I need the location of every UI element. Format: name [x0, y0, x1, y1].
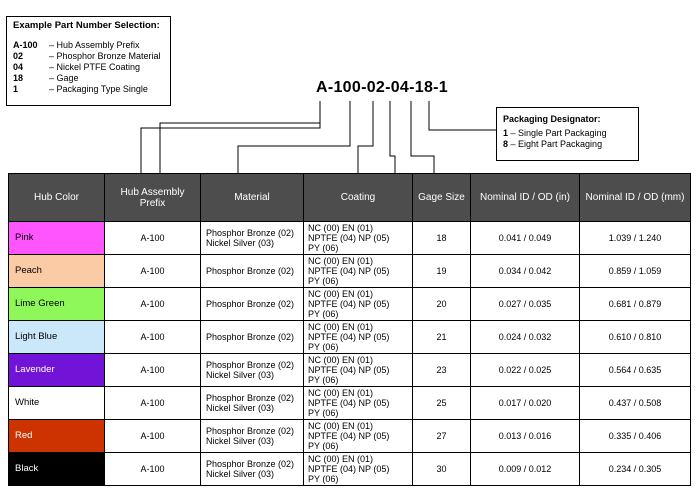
id-od-mm-cell: 0.437 / 0.508	[580, 387, 691, 420]
coating-cell: NC (00) EN (01) NPTFE (04) NP (05) PY (06)	[304, 255, 413, 288]
prefix-cell: A-100	[105, 255, 201, 288]
hub-color-cell: Lavender	[9, 354, 105, 387]
id-od-mm-cell: 0.681 / 0.879	[580, 288, 691, 321]
hub-color-cell: White	[9, 387, 105, 420]
id-od-in-cell: 0.027 / 0.035	[471, 288, 580, 321]
hub-table	[8, 173, 691, 486]
example-row: 04 – Nickel PTFE Coating	[13, 62, 141, 72]
coating-cell: NC (00) EN (01) NPTFE (04) NP (05) PY (06)	[304, 354, 413, 387]
hub-color-cell: Light Blue	[9, 321, 105, 354]
id-od-mm-cell: 0.859 / 1.059	[580, 255, 691, 288]
id-od-in-cell: 0.041 / 0.049	[471, 222, 580, 255]
example-title: Example Part Number Selection:	[13, 20, 160, 31]
material-cell: Phosphor Bronze (02) Nickel Silver (03)	[201, 453, 304, 486]
packaging-title: Packaging Designator:	[503, 114, 601, 124]
prefix-cell: A-100	[105, 222, 201, 255]
material-cell: Phosphor Bronze (02) Nickel Silver (03)	[201, 222, 304, 255]
id-od-mm-cell: 0.335 / 0.406	[580, 420, 691, 453]
example-row: 18 – Gage	[13, 73, 79, 83]
table-row	[9, 255, 691, 288]
id-od-in-cell: 0.009 / 0.012	[471, 453, 580, 486]
id-od-in-cell: 0.013 / 0.016	[471, 420, 580, 453]
column-header: Gage Size	[413, 174, 471, 222]
id-od-in-cell: 0.034 / 0.042	[471, 255, 580, 288]
prefix-cell: A-100	[105, 288, 201, 321]
coating-cell: NC (00) EN (01) NPTFE (04) NP (05) PY (06)	[304, 222, 413, 255]
coating-cell: NC (00) EN (01) NPTFE (04) NP (05) PY (06)	[304, 420, 413, 453]
hub-color-cell: Red	[9, 420, 105, 453]
example-row: 1 – Packaging Type Single	[13, 84, 148, 94]
part-number: A-100-02-04-18-1	[316, 79, 448, 96]
hub-color-cell: Lime Green	[9, 288, 105, 321]
table-row	[9, 420, 691, 453]
material-cell: Phosphor Bronze (02) Nickel Silver (03)	[201, 420, 304, 453]
material-cell: Phosphor Bronze (02) Nickel Silver (03)	[201, 354, 304, 387]
material-cell: Phosphor Bronze (02)	[201, 321, 304, 354]
column-header: Hub Assembly Prefix	[105, 174, 201, 222]
table-body	[9, 222, 691, 486]
gage-cell: 21	[413, 321, 471, 354]
coating-cell: NC (00) EN (01) NPTFE (04) NP (05) PY (06)	[304, 453, 413, 486]
hub-color-cell: Peach	[9, 255, 105, 288]
example-row: A-100 – Hub Assembly Prefix	[13, 40, 140, 50]
gage-cell: 30	[413, 453, 471, 486]
hub-color-cell: Black	[9, 453, 105, 486]
packaging-item: 8 – Eight Part Packaging	[503, 139, 603, 149]
id-od-mm-cell: 0.564 / 0.635	[580, 354, 691, 387]
gage-cell: 20	[413, 288, 471, 321]
coating-cell: NC (00) EN (01) NPTFE (04) NP (05) PY (06)	[304, 321, 413, 354]
table-row	[9, 222, 691, 255]
prefix-cell: A-100	[105, 354, 201, 387]
material-cell: Phosphor Bronze (02)	[201, 288, 304, 321]
coating-cell: NC (00) EN (01) NPTFE (04) NP (05) PY (06)	[304, 288, 413, 321]
id-od-mm-cell: 0.610 / 0.810	[580, 321, 691, 354]
gage-cell: 27	[413, 420, 471, 453]
column-header: Coating	[304, 174, 413, 222]
gage-cell: 19	[413, 255, 471, 288]
gage-cell: 18	[413, 222, 471, 255]
prefix-cell: A-100	[105, 387, 201, 420]
packaging-item: 1 – Single Part Packaging	[503, 128, 607, 138]
hub-color-cell: Pink	[9, 222, 105, 255]
table-row	[9, 387, 691, 420]
coating-cell: NC (00) EN (01) NPTFE (04) NP (05) PY (06)	[304, 387, 413, 420]
gage-cell: 23	[413, 354, 471, 387]
material-cell: Phosphor Bronze (02)	[201, 255, 304, 288]
id-od-in-cell: 0.017 / 0.020	[471, 387, 580, 420]
material-cell: Phosphor Bronze (02) Nickel Silver (03)	[201, 387, 304, 420]
column-header: Material	[201, 174, 304, 222]
id-od-mm-cell: 1.039 / 1.240	[580, 222, 691, 255]
id-od-in-cell: 0.022 / 0.025	[471, 354, 580, 387]
table-header-row	[9, 174, 691, 222]
example-row: 02 – Phosphor Bronze Material	[13, 51, 161, 61]
table-row	[9, 321, 691, 354]
table-row	[9, 288, 691, 321]
column-header: Hub Color	[9, 174, 105, 222]
prefix-cell: A-100	[105, 321, 201, 354]
prefix-cell: A-100	[105, 420, 201, 453]
id-od-mm-cell: 0.234 / 0.305	[580, 453, 691, 486]
table-row	[9, 453, 691, 486]
table-row	[9, 354, 691, 387]
id-od-in-cell: 0.024 / 0.032	[471, 321, 580, 354]
prefix-cell: A-100	[105, 453, 201, 486]
column-header: Nominal ID / OD (mm)	[580, 174, 691, 222]
column-header: Nominal ID / OD (in)	[471, 174, 580, 222]
gage-cell: 25	[413, 387, 471, 420]
